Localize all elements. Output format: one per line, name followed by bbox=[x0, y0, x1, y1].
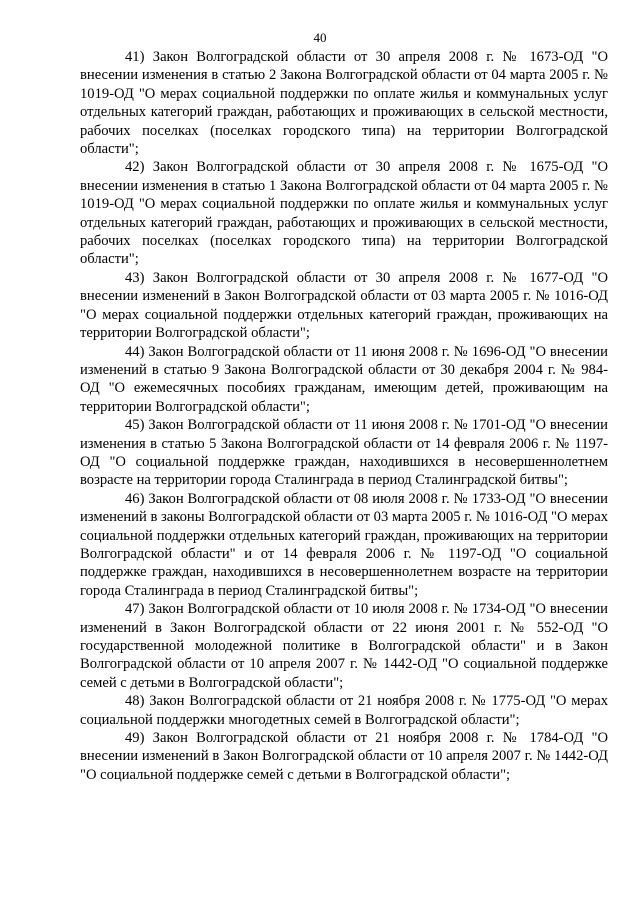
law-entry-43: 43) Закон Волгоградской области от 30 апреля 2008 г. № 1677-ОД "О внесении изменений в Закон Волгоградской области от 03 марта 2005 г. № 1016-ОД "О мерах социальной поддержки отдельных категорий граждан, проживающих на территории Волгоградской области"; bbox=[80, 269, 608, 342]
law-entry-48: 48) Закон Волгоградской области от 21 ноября 2008 г. № 1775-ОД "О мерах социальной поддержки многодетных семей в Волгоградской области"; bbox=[80, 693, 608, 728]
law-entry-44: 44) Закон Волгоградской области от 11 июня 2008 г. № 1696-ОД "О внесении изменений в статью 9 Закона Волгоградской области от 30 декабря 2004 г. № 984-ОД "О ежемесячных пособиях гражданам, имеющим детей, проживающим на территории Волгоградской области"; bbox=[80, 343, 608, 415]
law-entry-41: 41) Закон Волгоградской области от 30 апреля 2008 г. № 1673-ОД "О внесении изменения в статью 2 Закона Волгоградской области от 04 марта 2005 г. № 1019-ОД "О мерах социальной поддержки по оплате жилья и коммунальных услуг отдельных категорий граждан, работающих и проживающих в сельской местности, рабочих поселках (поселках городского типа) на территории Волгоградской области"; bbox=[80, 49, 608, 158]
law-entry-46: 46) Закон Волгоградской области от 08 июля 2008 г. № 1733-ОД "О внесении изменений в законы Волгоградской области от 03 марта 2005 г. № 1016-ОД "О мерах социальной поддержки отдельных категорий граждан, проживающих на территории Волгоградской области" и от 14 февраля 2006 г. № 1197-ОД "О социальной поддержке граждан, находившихся в несовершеннолетнем возрасте на территории города Сталинграда в период Сталинградской битвы"; bbox=[80, 490, 608, 599]
law-entry-49: 49) Закон Волгоградской области от 21 ноября 2008 г. № 1784-ОД "О внесении изменений в Закон Волгоградской области от 10 апреля 2007 г. № 1442-ОД "О социальной поддержке семей с детьми в Волгоградской области"; bbox=[80, 730, 608, 783]
law-entry-42: 42) Закон Волгоградской области от 30 апреля 2008 г. № 1675-ОД "О внесении изменения в статью 1 Закона Волгоградской области от 04 марта 2005 г. № 1019-ОД "О мерах социальной поддержки по оплате жилья и коммунальных услуг отдельных категорий граждан, работающих и проживающих в сельской местности, рабочих поселках (поселках городского типа) на территории Волгоградской области"; bbox=[80, 159, 608, 268]
law-list bbox=[80, 48, 608, 784]
law-entry-47: 47) Закон Волгоградской области от 10 июля 2008 г. № 1734-ОД "О внесении изменений в Закон Волгоградской области от 22 июня 2001 г. № 552-ОД "О государственной молодежной политике в Волгоградской области" и в Закон Волгоградской области от 10 апреля 2007 г. № 1442-ОД "О социальной поддержке семей с детьми в Волгоградской области"; bbox=[80, 601, 608, 691]
page-number: 40 bbox=[313, 30, 327, 45]
law-entry-45: 45) Закон Волгоградской области от 11 июня 2008 г. № 1701-ОД "О внесении изменения в статью 5 Закона Волгоградской области от 14 февраля 2006 г. № 1197-ОД "О социальной поддержке граждан, находившихся в несовершеннолетнем возрасте на территории города Сталинграда в период Сталинградской битвы"; bbox=[80, 417, 608, 489]
